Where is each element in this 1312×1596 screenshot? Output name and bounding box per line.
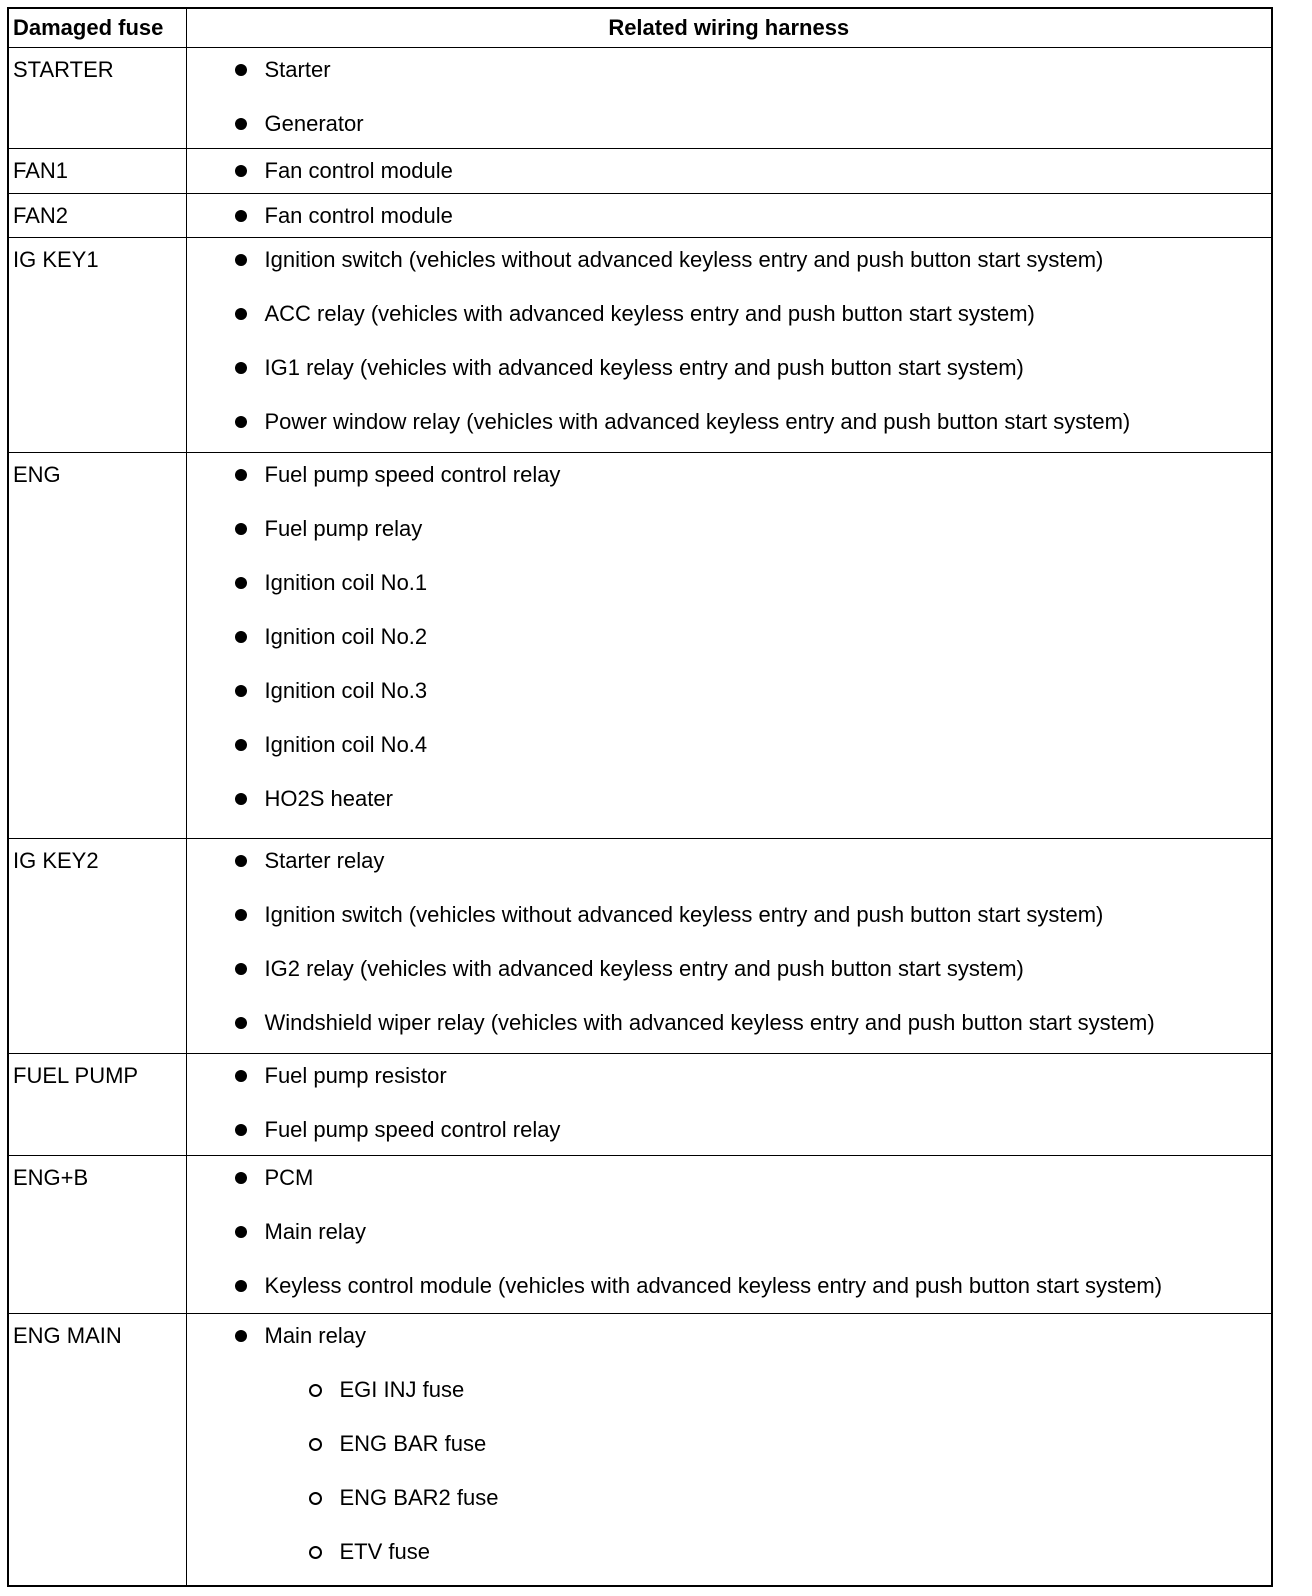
hollow-bullet-icon xyxy=(309,1492,322,1505)
bullet-icon xyxy=(235,685,247,697)
sub-list-item-text: EGI INJ fuse xyxy=(339,1376,465,1402)
bullet-icon xyxy=(235,963,247,975)
header-damaged-fuse: Damaged fuse xyxy=(9,9,186,48)
list-item xyxy=(187,158,1242,184)
table-row xyxy=(9,48,1271,149)
list-item-text: Ignition coil No.1 xyxy=(264,570,428,596)
bullet-icon xyxy=(235,362,247,374)
sub-list-item-text: ETV fuse xyxy=(339,1538,430,1564)
list-item xyxy=(187,1010,1242,1036)
bullet-icon xyxy=(235,1017,247,1029)
list-item-text: Ignition coil No.4 xyxy=(264,732,428,758)
bullet-icon xyxy=(235,308,247,320)
list-item xyxy=(187,1165,1242,1191)
harness-list xyxy=(187,203,1242,229)
table-row xyxy=(9,149,1271,193)
list-item-text: Fuel pump speed control relay xyxy=(264,1117,561,1143)
list-item xyxy=(187,111,1242,137)
list-item-text: Ignition switch (vehicles without advanced keyless entry and push button start system) xyxy=(264,246,1104,272)
list-item-text: Ignition coil No.2 xyxy=(264,624,428,650)
bullet-icon xyxy=(235,631,247,643)
list-item-text: Main relay xyxy=(264,1322,366,1348)
list-item xyxy=(187,247,1242,273)
list-item xyxy=(187,732,1242,758)
bullet-icon xyxy=(235,165,247,177)
bullet-icon xyxy=(235,1124,247,1136)
list-item-text: Fuel pump resistor xyxy=(264,1063,447,1089)
list-item-text: Starter xyxy=(264,57,331,82)
bullet-icon xyxy=(235,1280,247,1292)
list-item xyxy=(187,678,1242,704)
damaged-fuse-cell: ENG MAIN xyxy=(9,1313,186,1585)
harness-list xyxy=(187,158,1242,184)
list-item xyxy=(187,570,1242,596)
list-item xyxy=(187,203,1242,229)
list-item xyxy=(187,1063,1242,1089)
sub-list-item xyxy=(265,1431,1242,1457)
list-item xyxy=(187,848,1242,874)
bullet-icon xyxy=(235,416,247,428)
hollow-bullet-icon xyxy=(309,1546,322,1559)
harness-list xyxy=(187,1323,1242,1565)
table-row xyxy=(9,193,1271,237)
damaged-fuse-cell: IG KEY1 xyxy=(9,237,186,452)
hollow-bullet-icon xyxy=(309,1438,322,1451)
list-item-text: Starter relay xyxy=(264,848,385,874)
bullet-icon xyxy=(235,909,247,921)
list-item-text: ACC relay (vehicles with advanced keyless entry and push button start system) xyxy=(264,300,1035,326)
related-harness-cell xyxy=(186,237,1271,452)
related-harness-cell xyxy=(186,1054,1271,1155)
list-item-text: Fuel pump speed control relay xyxy=(264,462,561,488)
table-row xyxy=(9,1313,1271,1585)
bullet-icon xyxy=(235,1226,247,1238)
list-item xyxy=(187,1219,1242,1245)
bullet-icon xyxy=(235,64,247,76)
table-row xyxy=(9,1054,1271,1155)
bullet-icon xyxy=(235,1070,247,1082)
bullet-icon xyxy=(235,523,247,535)
sub-list-item xyxy=(265,1539,1242,1565)
list-item-text: Keyless control module (vehicles with advanced keyless entry and push button start system) xyxy=(264,1272,1163,1298)
list-item-text: Windshield wiper relay (vehicles with advanced keyless entry and push button start system) xyxy=(264,1010,1155,1036)
sub-list-item xyxy=(265,1377,1242,1403)
list-item-text: Fuel pump relay xyxy=(264,516,423,542)
damaged-fuse-cell: ENG xyxy=(9,453,186,839)
list-item-text: Generator xyxy=(264,111,364,136)
bullet-icon xyxy=(235,118,247,130)
bullet-icon xyxy=(235,793,247,805)
damaged-fuse-cell: STARTER xyxy=(9,48,186,149)
bullet-icon xyxy=(235,855,247,867)
list-item-text: Fan control module xyxy=(264,202,453,228)
related-harness-cell xyxy=(186,193,1271,237)
hollow-bullet-icon xyxy=(309,1384,322,1397)
sub-list-item-text: ENG BAR2 fuse xyxy=(339,1484,499,1510)
harness-list xyxy=(187,247,1242,435)
list-item xyxy=(187,301,1242,327)
header-row xyxy=(9,9,1271,48)
sub-list-item-text: ENG BAR fuse xyxy=(339,1430,487,1456)
table-row xyxy=(9,237,1271,452)
list-item-text: Power window relay (vehicles with advanced keyless entry and push button start system) xyxy=(264,408,1131,434)
list-item xyxy=(187,1323,1242,1565)
list-item xyxy=(187,1273,1242,1299)
list-item-text: HO2S heater xyxy=(264,786,393,812)
list-item xyxy=(187,57,1242,83)
list-item xyxy=(187,409,1242,435)
damaged-fuse-cell: IG KEY2 xyxy=(9,839,186,1054)
related-harness-cell xyxy=(186,1155,1271,1313)
bullet-icon xyxy=(235,254,247,266)
harness-list xyxy=(187,57,1242,137)
harness-list xyxy=(187,462,1242,812)
list-item xyxy=(187,1117,1242,1143)
bullet-icon xyxy=(235,210,247,222)
related-harness-cell xyxy=(186,1313,1271,1585)
list-item xyxy=(187,956,1242,982)
harness-list xyxy=(187,1165,1242,1299)
bullet-icon xyxy=(235,469,247,481)
damaged-fuse-cell: ENG+B xyxy=(9,1155,186,1313)
list-item xyxy=(187,516,1242,542)
related-harness-cell xyxy=(186,149,1271,193)
list-item xyxy=(187,355,1242,381)
damaged-fuse-cell: FAN2 xyxy=(9,193,186,237)
table-row xyxy=(9,1155,1271,1313)
bullet-icon xyxy=(235,1330,247,1342)
list-item xyxy=(187,902,1242,928)
list-item-text: Fan control module xyxy=(264,158,453,184)
header-related-wiring-harness: Related wiring harness xyxy=(186,9,1271,48)
list-item-text: PCM xyxy=(264,1164,314,1190)
list-item-text: IG2 relay (vehicles with advanced keyless entry and push button start system) xyxy=(264,956,1024,982)
sub-list-item xyxy=(265,1485,1242,1511)
list-item-text: Ignition switch (vehicles without advanced keyless entry and push button start system) xyxy=(264,902,1104,928)
table-row xyxy=(9,839,1271,1054)
sub-list xyxy=(265,1377,1242,1565)
list-item xyxy=(187,786,1242,812)
related-harness-cell xyxy=(186,839,1271,1054)
fuse-table-frame xyxy=(7,7,1273,1587)
damaged-fuse-cell: FUEL PUMP xyxy=(9,1054,186,1155)
bullet-icon xyxy=(235,1172,247,1184)
harness-list xyxy=(187,848,1242,1036)
related-harness-cell xyxy=(186,48,1271,149)
bullet-icon xyxy=(235,739,247,751)
list-item xyxy=(187,462,1242,488)
table-row xyxy=(9,453,1271,839)
damaged-fuse-cell: FAN1 xyxy=(9,149,186,193)
list-item-text: Ignition coil No.3 xyxy=(264,678,428,704)
list-item xyxy=(187,624,1242,650)
list-item-text: Main relay xyxy=(264,1218,366,1244)
harness-list xyxy=(187,1063,1242,1143)
related-harness-cell xyxy=(186,453,1271,839)
fuse-harness-table xyxy=(9,9,1271,1585)
list-item-text: IG1 relay (vehicles with advanced keyless entry and push button start system) xyxy=(264,354,1024,380)
bullet-icon xyxy=(235,577,247,589)
